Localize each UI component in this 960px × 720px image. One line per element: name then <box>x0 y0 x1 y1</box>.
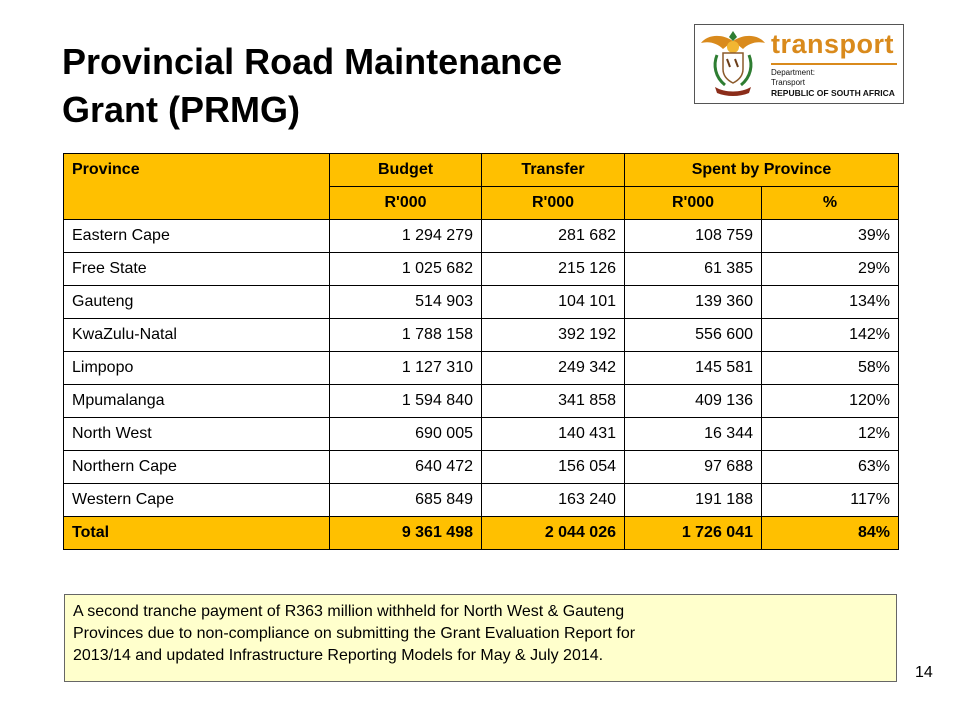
cell-budget: 514 903 <box>330 286 482 319</box>
cell-budget: 640 472 <box>330 451 482 484</box>
cell-province: KwaZulu-Natal <box>64 319 330 352</box>
cell-province: North West <box>64 418 330 451</box>
cell-budget: 1 294 279 <box>330 220 482 253</box>
cell-transfer: 281 682 <box>482 220 625 253</box>
logo-dept-line-2: Transport <box>771 78 805 87</box>
cell-percent: 58% <box>762 352 899 385</box>
subheader-percent: % <box>762 187 899 220</box>
cell-transfer: 163 240 <box>482 484 625 517</box>
cell-budget: 1 025 682 <box>330 253 482 286</box>
cell-transfer: 104 101 <box>482 286 625 319</box>
department-logo <box>694 24 904 104</box>
cell-percent: 142% <box>762 319 899 352</box>
cell-spent: 108 759 <box>625 220 762 253</box>
cell-transfer: 392 192 <box>482 319 625 352</box>
cell-spent: 97 688 <box>625 451 762 484</box>
total-label: Total <box>64 517 330 550</box>
cell-budget: 1 594 840 <box>330 385 482 418</box>
table-row <box>64 484 899 517</box>
table-row <box>64 319 899 352</box>
header-budget: Budget <box>330 154 482 187</box>
cell-budget: 1 788 158 <box>330 319 482 352</box>
cell-percent: 134% <box>762 286 899 319</box>
note-line-2: Provinces due to non-compliance on submitting the Grant Evaluation Report for <box>73 625 636 642</box>
logo-brand-text: transport <box>771 29 895 59</box>
cell-percent: 39% <box>762 220 899 253</box>
table-row <box>64 418 899 451</box>
table-header-row <box>64 154 899 187</box>
title-line-2: Grant (PRMG) <box>62 89 300 130</box>
cell-transfer: 249 342 <box>482 352 625 385</box>
table-body <box>64 220 899 517</box>
cell-province: Northern Cape <box>64 451 330 484</box>
note-line-1: A second tranche payment of R363 million withheld for North West & Gauteng <box>73 603 625 620</box>
cell-percent: 117% <box>762 484 899 517</box>
cell-spent: 145 581 <box>625 352 762 385</box>
header-province: Province <box>64 154 330 220</box>
logo-dept-line-1: Department: <box>771 68 816 77</box>
total-transfer: 2 044 026 <box>482 517 625 550</box>
cell-spent: 16 344 <box>625 418 762 451</box>
cell-percent: 63% <box>762 451 899 484</box>
table-total-row <box>64 517 899 550</box>
subheader-spent-unit: R'000 <box>625 187 762 220</box>
cell-province: Gauteng <box>64 286 330 319</box>
header-transfer: Transfer <box>482 154 625 187</box>
logo-dept-line-3: REPUBLIC OF SOUTH AFRICA <box>771 88 895 98</box>
table-row <box>64 286 899 319</box>
total-budget: 9 361 498 <box>330 517 482 550</box>
logo-divider <box>771 63 897 65</box>
prmg-table <box>63 153 899 550</box>
coat-of-arms-icon <box>699 29 767 99</box>
cell-transfer: 341 858 <box>482 385 625 418</box>
cell-spent: 409 136 <box>625 385 762 418</box>
cell-province: Western Cape <box>64 484 330 517</box>
table-row <box>64 451 899 484</box>
note-line-3: 2013/14 and updated Infrastructure Reporting Models for May & July 2014. <box>73 647 604 664</box>
note-box <box>64 594 897 682</box>
cell-budget: 685 849 <box>330 484 482 517</box>
cell-province: Free State <box>64 253 330 286</box>
cell-percent: 29% <box>762 253 899 286</box>
cell-spent: 139 360 <box>625 286 762 319</box>
header-spent: Spent by Province <box>625 154 899 187</box>
total-spent: 1 726 041 <box>625 517 762 550</box>
subheader-budget-unit: R'000 <box>330 187 482 220</box>
cell-percent: 12% <box>762 418 899 451</box>
cell-province: Eastern Cape <box>64 220 330 253</box>
logo-department-text <box>771 68 895 99</box>
cell-spent: 61 385 <box>625 253 762 286</box>
table-row <box>64 253 899 286</box>
cell-spent: 191 188 <box>625 484 762 517</box>
table-row <box>64 385 899 418</box>
table-row <box>64 352 899 385</box>
cell-transfer: 215 126 <box>482 253 625 286</box>
cell-transfer: 156 054 <box>482 451 625 484</box>
title-line-1: Provincial Road Maintenance <box>62 41 563 82</box>
cell-budget: 1 127 310 <box>330 352 482 385</box>
page-title <box>62 38 682 134</box>
total-percent: 84% <box>762 517 899 550</box>
table-row <box>64 220 899 253</box>
cell-province: Mpumalanga <box>64 385 330 418</box>
cell-transfer: 140 431 <box>482 418 625 451</box>
cell-percent: 120% <box>762 385 899 418</box>
cell-province: Limpopo <box>64 352 330 385</box>
subheader-transfer-unit: R'000 <box>482 187 625 220</box>
cell-budget: 690 005 <box>330 418 482 451</box>
cell-spent: 556 600 <box>625 319 762 352</box>
page-number: 14 <box>915 664 933 681</box>
